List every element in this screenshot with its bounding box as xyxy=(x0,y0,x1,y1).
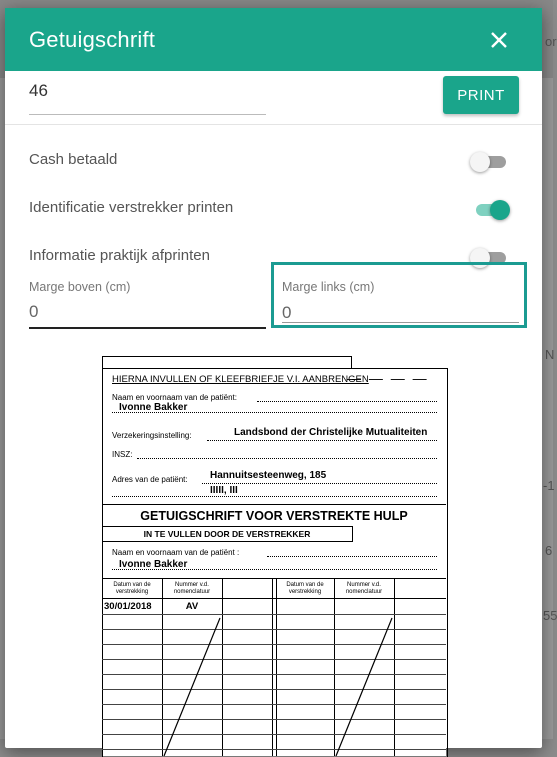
close-icon xyxy=(484,25,514,55)
form-col-nummer-header: Nummer v.d. nomenclatuur xyxy=(345,582,383,595)
toggle-label-informatie-praktijk: Informatie praktijk afprinten xyxy=(29,247,210,264)
form-hierna-text: HIERNA INVULLEN OF KLEEFBRIEFJE V.I. AANBRENGEN xyxy=(112,374,369,385)
form-dashes: — — — — xyxy=(347,370,429,386)
toggle-cash-betaald[interactable] xyxy=(470,151,510,171)
form-subtitle: IN TE VULLEN DOOR DE VERSTREKKER xyxy=(143,529,311,539)
getuigschrift-dialog xyxy=(5,8,542,748)
form-strike-lines xyxy=(102,356,446,756)
form-verz-label: Verzekeringsinstelling: xyxy=(112,431,192,440)
toggle-identificatie-verstrekker[interactable] xyxy=(470,199,510,219)
getuigschrift-form-preview xyxy=(102,356,446,756)
toggle-label-cash-betaald: Cash betaald xyxy=(29,151,118,168)
toggle-label-identificatie: Identificatie verstrekker printen xyxy=(29,199,234,216)
form-naam2-value: Ivonne Bakker xyxy=(119,559,188,570)
marge-links-underline xyxy=(282,322,519,323)
form-insz-label: INSZ: xyxy=(112,450,133,459)
form-col-datum-header: Datum van de verstrekking xyxy=(113,582,151,595)
form-adres-line1: Hannuitsesteenweg, 185 xyxy=(210,470,327,481)
marge-boven-input[interactable]: 0 xyxy=(29,302,39,321)
dialog-header xyxy=(5,8,542,71)
form-naam-label: Naam en voornaam van de patiënt: xyxy=(112,393,237,402)
dialog-content xyxy=(5,71,542,748)
background-cell: or xyxy=(545,34,557,49)
marge-boven-label: Marge boven (cm) xyxy=(29,280,131,294)
form-col-datum-header: Datum van de verstrekking xyxy=(286,582,324,595)
marge-boven-underline xyxy=(29,327,266,329)
form-naam2-label: Naam en voornaam van de patiënt : xyxy=(112,548,240,557)
form-title: GETUIGSCHRIFT VOOR VERSTREKTE HULP xyxy=(140,509,408,523)
background-cell: -1 xyxy=(543,478,555,493)
marge-links-input[interactable]: 0 xyxy=(282,303,292,322)
close-button[interactable] xyxy=(484,25,514,55)
form-adres-label: Adres van de patiënt: xyxy=(112,475,188,484)
form-naam-value: Ivonne Bakker xyxy=(119,402,188,413)
top-field-underline xyxy=(29,114,266,115)
background-cell: 55 xyxy=(543,608,557,623)
form-adres-line2: IIIII, III xyxy=(210,485,238,496)
form-row1-datum: 30/01/2018 xyxy=(104,601,152,612)
divider xyxy=(5,124,542,125)
dialog-title: Getuigschrift xyxy=(29,27,156,52)
toggle-thumb xyxy=(490,200,510,220)
form-verz-value: Landsbond der Christelijke Mutualiteiten xyxy=(234,427,428,438)
form-col-nummer-header: Nummer v.d. nomenclatuur xyxy=(173,582,211,595)
marge-links-highlight xyxy=(271,262,527,328)
print-button[interactable]: PRINT xyxy=(443,76,519,114)
toggle-thumb xyxy=(470,152,490,172)
form-row1-nummer: AV xyxy=(185,601,199,612)
marge-links-label: Marge links (cm) xyxy=(282,280,375,294)
background-cell: N xyxy=(545,347,555,362)
background-cell: 6 xyxy=(545,543,553,558)
top-number-field[interactable]: 46 xyxy=(29,81,48,100)
